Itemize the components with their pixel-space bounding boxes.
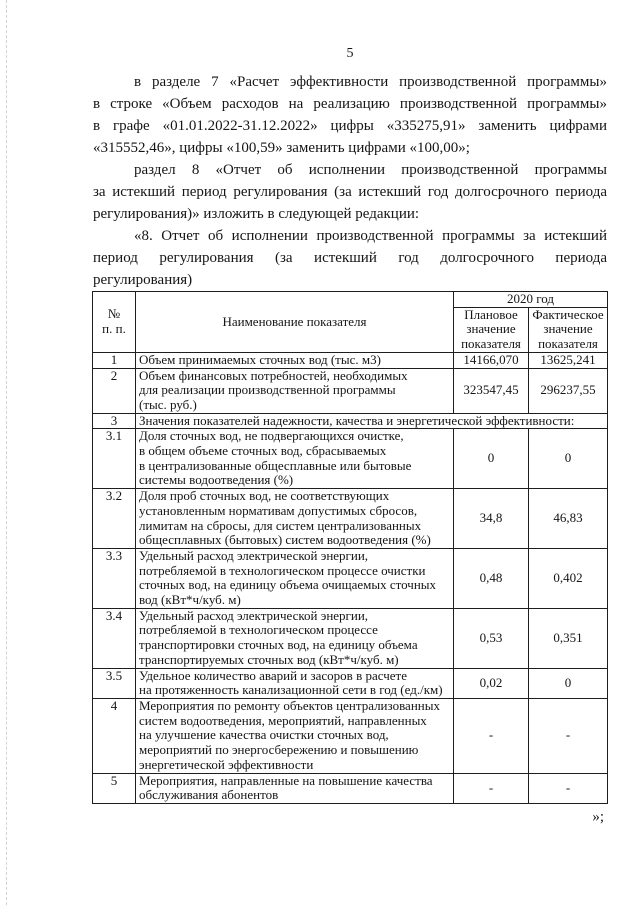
row-name-cell: Доля проб сточных вод, не соответствующих установленным нормативам допустимых сбросов, лимитам на сбросы, для систем централизованных общесплавных (бытовых) систем водоотведения (%) — [136, 489, 454, 549]
row-planned-cell: - — [454, 773, 529, 803]
header-num-cell: № п. п. — [93, 292, 136, 353]
text-line: «8. Отчет об исполнении производственной программы за истекший — [134, 228, 607, 244]
report-table-block — [92, 291, 607, 828]
row-name-cell: Объем финансовых потребностей, необходимых для реализации производственной программы (тыс. руб.) — [136, 368, 454, 413]
paragraph-section-7 — [93, 71, 607, 159]
table-row — [93, 352, 608, 368]
header-year-cell: 2020 год — [454, 292, 608, 308]
row-num-cell: 5 — [93, 773, 136, 803]
row-name-cell: Удельное количество аварий и засоров в расчете на протяженность канализационной сети в год (ед./км) — [136, 668, 454, 698]
row-num-cell: 2 — [93, 368, 136, 413]
text-line: «315552,46», цифры «100,59» заменить цифрами «100,00»; — [93, 140, 470, 156]
row-planned-cell: 0,48 — [454, 548, 529, 608]
row-num-cell: 3.5 — [93, 668, 136, 698]
row-planned-cell: 14166,070 — [454, 352, 529, 368]
table-row — [93, 773, 608, 803]
header-actual-cell: Фактическое значение показателя — [529, 307, 608, 352]
scan-edge-artifact — [6, 0, 7, 905]
amendment-text — [93, 71, 607, 291]
row-name-cell: Мероприятия по ремонту объектов централизованных систем водоотведения, мероприятий, направленных на улучшение качества очистки сточных вод, мероприятий по энергосбережению и повышению энергетической эффективности — [136, 698, 454, 773]
text-line: регулирования)» изложить в следующей редакции: — [93, 206, 420, 222]
row-num-cell: 3.4 — [93, 608, 136, 668]
row-planned-cell: 0 — [454, 429, 529, 489]
header-row — [93, 292, 608, 308]
row-planned-cell: 0,02 — [454, 668, 529, 698]
row-planned-cell: 323547,45 — [454, 368, 529, 413]
row-name-cell: Мероприятия, направленные на повышение качества обслуживания абонентов — [136, 773, 454, 803]
row-num-cell: 4 — [93, 698, 136, 773]
text-line: за истекший период регулирования (за истекший год долгосрочного периода — [93, 184, 607, 200]
row-planned-cell: - — [454, 698, 529, 773]
text-line: в графе «01.01.2022-31.12.2022» цифры «335275,91» заменить цифрами — [93, 118, 607, 134]
text-line: раздел 8 «Отчет об исполнении производственной программы — [134, 162, 607, 178]
row-name-cell: Объем принимаемых сточных вод (тыс. м3) — [136, 352, 454, 368]
text-line: в строке «Объем расходов на реализацию производственной программы» — [93, 96, 607, 112]
row-planned-cell: 34,8 — [454, 489, 529, 549]
row-actual-cell: - — [529, 698, 608, 773]
row-planned-cell: 0,53 — [454, 608, 529, 668]
row-actual-cell: 296237,55 — [529, 368, 608, 413]
closing-quote: »; — [592, 808, 604, 825]
row-num-cell: 3.3 — [93, 548, 136, 608]
text-line: в разделе 7 «Расчет эффективности производственной программы» — [134, 74, 607, 90]
row-num-cell: 3.1 — [93, 429, 136, 489]
text-line: период регулирования (за истекший год долгосрочного периода — [93, 250, 607, 266]
row-actual-cell: 0,402 — [529, 548, 608, 608]
table-body — [93, 292, 608, 804]
row-name-cell: Доля сточных вод, не подвергающихся очистке, в общем объеме сточных вод, сбрасываемых в централизованные общесплавные или бытовые системы водоотведения (%) — [136, 429, 454, 489]
row-actual-cell: 0 — [529, 429, 608, 489]
row-actual-cell: 46,83 — [529, 489, 608, 549]
row-actual-cell: 0,351 — [529, 608, 608, 668]
row-num-cell: 3 — [93, 413, 136, 429]
row-name-cell: Удельный расход электрической энергии, потребляемой в технологическом процессе транспортировки сточных вод, на единицу объема транспортируемых сточных вод (кВт*ч/куб. м) — [136, 608, 454, 668]
table-row — [93, 368, 608, 413]
row-section-heading-cell: Значения показателей надежности, качества и энергетической эффективности: — [136, 413, 608, 429]
row-num-cell: 1 — [93, 352, 136, 368]
header-name-cell: Наименование показателя — [136, 292, 454, 353]
table-row — [93, 668, 608, 698]
header-planned-cell: Плановое значение показателя — [454, 307, 529, 352]
row-actual-cell: 13625,241 — [529, 352, 608, 368]
paragraph-section-8 — [93, 159, 607, 225]
table-row — [93, 489, 608, 549]
row-actual-cell: 0 — [529, 668, 608, 698]
table-row — [93, 413, 608, 429]
page-number: 5 — [346, 46, 354, 61]
table-row — [93, 698, 608, 773]
paragraph-new-section-heading — [93, 225, 607, 291]
table-row — [93, 548, 608, 608]
report-table — [92, 291, 608, 804]
row-name-cell: Удельный расход электрической энергии, потребляемой в технологическом процессе очистки сточных вод, на единицу объема очищаемых сточных вод (кВт*ч/куб. м) — [136, 548, 454, 608]
row-actual-cell: - — [529, 773, 608, 803]
table-row — [93, 429, 608, 489]
row-num-cell: 3.2 — [93, 489, 136, 549]
text-line: регулирования) — [93, 272, 193, 288]
table-row — [93, 608, 608, 668]
